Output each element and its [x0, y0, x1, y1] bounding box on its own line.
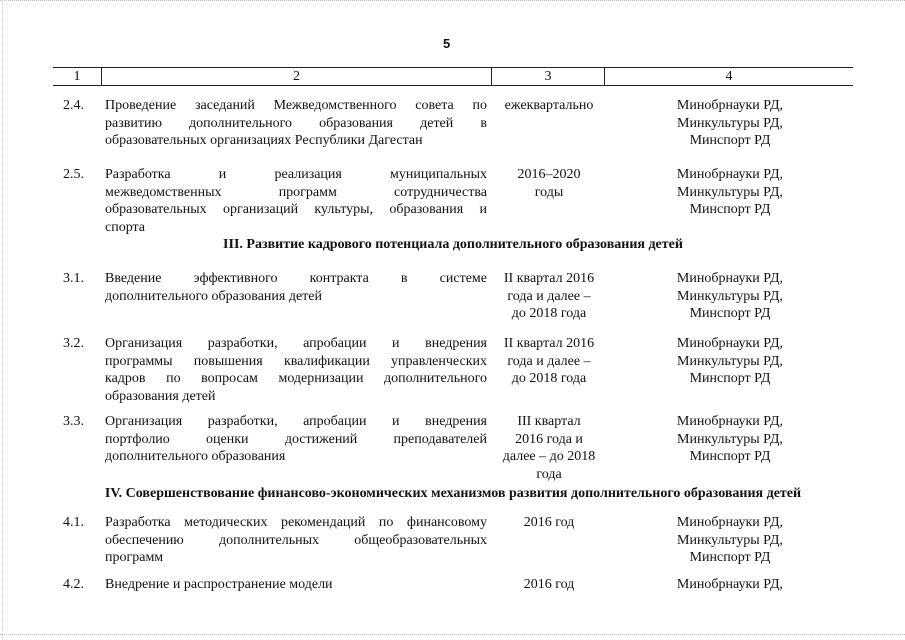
row-responsible	[645, 576, 815, 594]
row-term	[493, 166, 605, 201]
term-line: года и далее –	[507, 288, 591, 304]
column-header-3: 3	[544, 69, 552, 84]
description-line: кадров по вопросам модернизации дополнительного	[105, 371, 487, 386]
term-line: далее – до 2018	[502, 449, 596, 464]
term-line: 2016 года и	[515, 431, 583, 447]
row-term	[493, 413, 605, 483]
term-line: III квартал	[517, 414, 581, 429]
row-description	[105, 166, 487, 236]
row-term	[493, 514, 605, 532]
row-description	[105, 413, 487, 466]
row-term	[493, 270, 605, 323]
term-line: до 2018 года	[511, 306, 587, 321]
responsible-line: Минспорт РД	[689, 371, 771, 386]
responsible-line: Минспорт РД	[689, 306, 771, 321]
responsible-line: Минкультуры РД,	[677, 532, 783, 548]
responsible-line: Минкультуры РД,	[677, 288, 783, 304]
description-line: Введение эффективного контракта в системе	[105, 271, 487, 286]
row-number: 3.1.	[63, 271, 84, 286]
row-term	[493, 576, 605, 594]
row-responsible	[645, 335, 815, 388]
row-responsible	[645, 97, 815, 150]
description-line: Разработка и реализация муниципальных	[105, 167, 487, 182]
responsible-line: Минкультуры РД,	[677, 115, 783, 131]
column-header-1: 1	[73, 69, 81, 84]
responsible-line: Минобрнауки РД,	[676, 98, 784, 113]
table-header-row	[53, 67, 853, 86]
description-line: Внедрение и распространение модели	[105, 577, 333, 592]
row-description	[105, 576, 487, 594]
row-description	[105, 97, 487, 150]
page-number: 5	[443, 36, 451, 51]
section-heading-4: IV. Совершенствование финансово-экономических механизмов развития дополнительного образования детей	[104, 486, 802, 501]
column-header-2: 2	[293, 69, 300, 84]
term-line: 2016–2020	[517, 167, 581, 182]
responsible-line: Минкультуры РД,	[677, 353, 783, 369]
row-responsible	[645, 166, 815, 219]
description-line: дополнительного образования детей	[105, 288, 322, 304]
section-heading-3: III. Развитие кадрового потенциала дополнительного образования детей	[223, 237, 683, 252]
responsible-line: Минспорт РД	[689, 133, 771, 148]
row-number: 3.2.	[63, 336, 84, 351]
responsible-line: Минкультуры РД,	[677, 184, 783, 200]
row-description	[105, 514, 487, 567]
responsible-line: Минобрнауки РД,	[676, 167, 784, 182]
term-line: II квартал 2016	[503, 271, 595, 286]
description-line: программ	[105, 550, 164, 565]
row-responsible	[645, 270, 815, 323]
row-description	[105, 335, 487, 405]
description-line: обеспечению дополнительных общеобразовательных	[105, 532, 487, 548]
row-number: 2.4.	[63, 98, 84, 113]
responsible-line: Минобрнауки РД,	[676, 515, 784, 530]
responsible-line: Минспорт РД	[689, 449, 771, 464]
description-line: развитию дополнительного образования детей в	[105, 115, 487, 131]
term-line: 2016 год	[523, 577, 575, 592]
scan-left-edge	[2, 0, 4, 640]
description-line: спорта	[105, 219, 146, 235]
description-line: Проведение заседаний Межведомственного совета по	[105, 98, 487, 113]
term-line: ежеквартально	[504, 98, 594, 113]
term-line: II квартал 2016	[503, 336, 595, 351]
responsible-line: Минспорт РД	[689, 202, 771, 217]
scan-bottom-edge	[0, 634, 905, 636]
description-line: портфолио оценки достижений преподавателей	[105, 431, 487, 447]
responsible-line: Минкультуры РД,	[677, 431, 783, 447]
row-term	[493, 335, 605, 388]
row-responsible	[645, 514, 815, 567]
row-number: 4.1.	[63, 515, 84, 530]
row-description	[105, 270, 487, 305]
description-line: Организация разработки, апробации и внедрения	[105, 336, 487, 351]
description-line: дополнительного образования	[105, 449, 286, 464]
description-line: Разработка методических рекомендаций по финансовому	[105, 515, 487, 530]
description-line: межведомственных программ сотрудничества	[105, 184, 487, 200]
scan-top-edge	[0, 0, 905, 4]
row-number: 3.3.	[63, 414, 84, 429]
responsible-line: Минобрнауки РД,	[676, 271, 784, 286]
row-term	[493, 97, 605, 115]
term-line: года	[536, 466, 562, 482]
row-number: 2.5.	[63, 167, 84, 182]
column-header-4: 4	[725, 69, 733, 84]
responsible-line: Минобрнауки РД,	[676, 414, 784, 429]
description-line: Организация разработки, апробации и внедрения	[105, 414, 487, 429]
description-line: программы повышения квалификации управленческих	[105, 353, 487, 369]
responsible-line: Минобрнауки РД,	[676, 577, 784, 592]
responsible-line: Минспорт РД	[689, 550, 771, 565]
term-line: годы	[534, 184, 564, 200]
term-line: до 2018 года	[511, 371, 587, 386]
description-line: образовательных организаций культуры, образования и	[105, 202, 487, 217]
description-line: образования детей	[105, 388, 216, 404]
responsible-line: Минобрнауки РД,	[676, 336, 784, 351]
description-line: образовательных организациях Республики Дагестан	[105, 133, 423, 148]
term-line: года и далее –	[507, 353, 591, 369]
row-responsible	[645, 413, 815, 466]
row-number: 4.2.	[63, 577, 84, 592]
term-line: 2016 год	[523, 515, 575, 530]
